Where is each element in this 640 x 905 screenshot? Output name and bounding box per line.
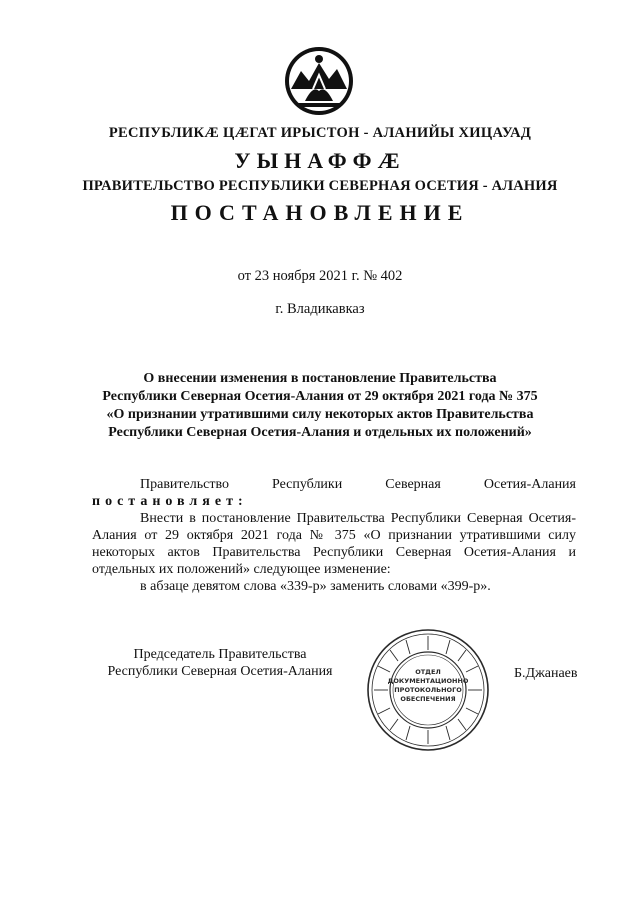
header-ossetian-government: РЕСПУБЛИКӔ ЦӔГАТ ИРЫСТОН - АЛАНИЙЫ ХИЦАУАД (108, 125, 532, 141)
header-russian-government: ПРАВИТЕЛЬСТВО РЕСПУБЛИКИ СЕВЕРНАЯ ОСЕТИЯ - АЛАНИЯ (82, 178, 558, 194)
subject-line: «О признании утратившими силу некоторых актов Правительства (106, 407, 534, 422)
subject-line: Республики Северная Осетия-Алания и отдельных их положений» (108, 425, 532, 440)
document-type-title: ПОСТАНОВЛЕНИЕ (170, 200, 470, 225)
svg-text:ОТДЕЛ: ОТДЕЛ (415, 668, 441, 676)
subject-line: О внесении изменения в постановление Правительства (143, 371, 497, 386)
svg-text:ДОКУМЕНТАЦИОННО: ДОКУМЕНТАЦИОННО (387, 677, 469, 685)
intro-text: Правительство Республики Северная Осетия-Алания (140, 477, 576, 492)
body-paragraph: Внести в постановление Правительства Республики Северная Осетия-Алания от 29 октября 2021 года № 375 «О признании утратившими силу некоторых актов Правительства Республики Северная Осетия-Алания и отдельных их положений» следующее изменение: (92, 511, 576, 577)
subject-line: Республики Северная Осетия-Алания от 29 октября 2021 года № 375 (102, 389, 538, 404)
intro-decree-word: постановляет: (92, 494, 248, 509)
signatory-name: Б.Джанаев (514, 666, 578, 681)
position-line: Председатель Правительства (133, 647, 307, 662)
document-date-number: от 23 ноября 2021 г. № 402 (237, 268, 403, 284)
document-subject-title (90, 370, 550, 442)
intro-paragraph (92, 476, 576, 510)
official-seal-stamp (366, 628, 490, 752)
body-paragraph: в абзаце девятом слова «339-р» заменить словами «399-р». (140, 579, 491, 594)
coat-of-arms-icon (283, 45, 355, 117)
document-body (92, 476, 576, 595)
signatory-position (100, 646, 340, 680)
svg-text:ПРОТОКОЛЬНОГО: ПРОТОКОЛЬНОГО (394, 686, 462, 694)
document-city: г. Владикавказ (275, 301, 365, 317)
header-ossetian-title: УЫНАФФӔ (234, 148, 406, 173)
svg-text:ОБЕСПЕЧЕНИЯ: ОБЕСПЕЧЕНИЯ (400, 695, 456, 703)
position-line: Республики Северная Осетия-Алания (107, 664, 333, 679)
